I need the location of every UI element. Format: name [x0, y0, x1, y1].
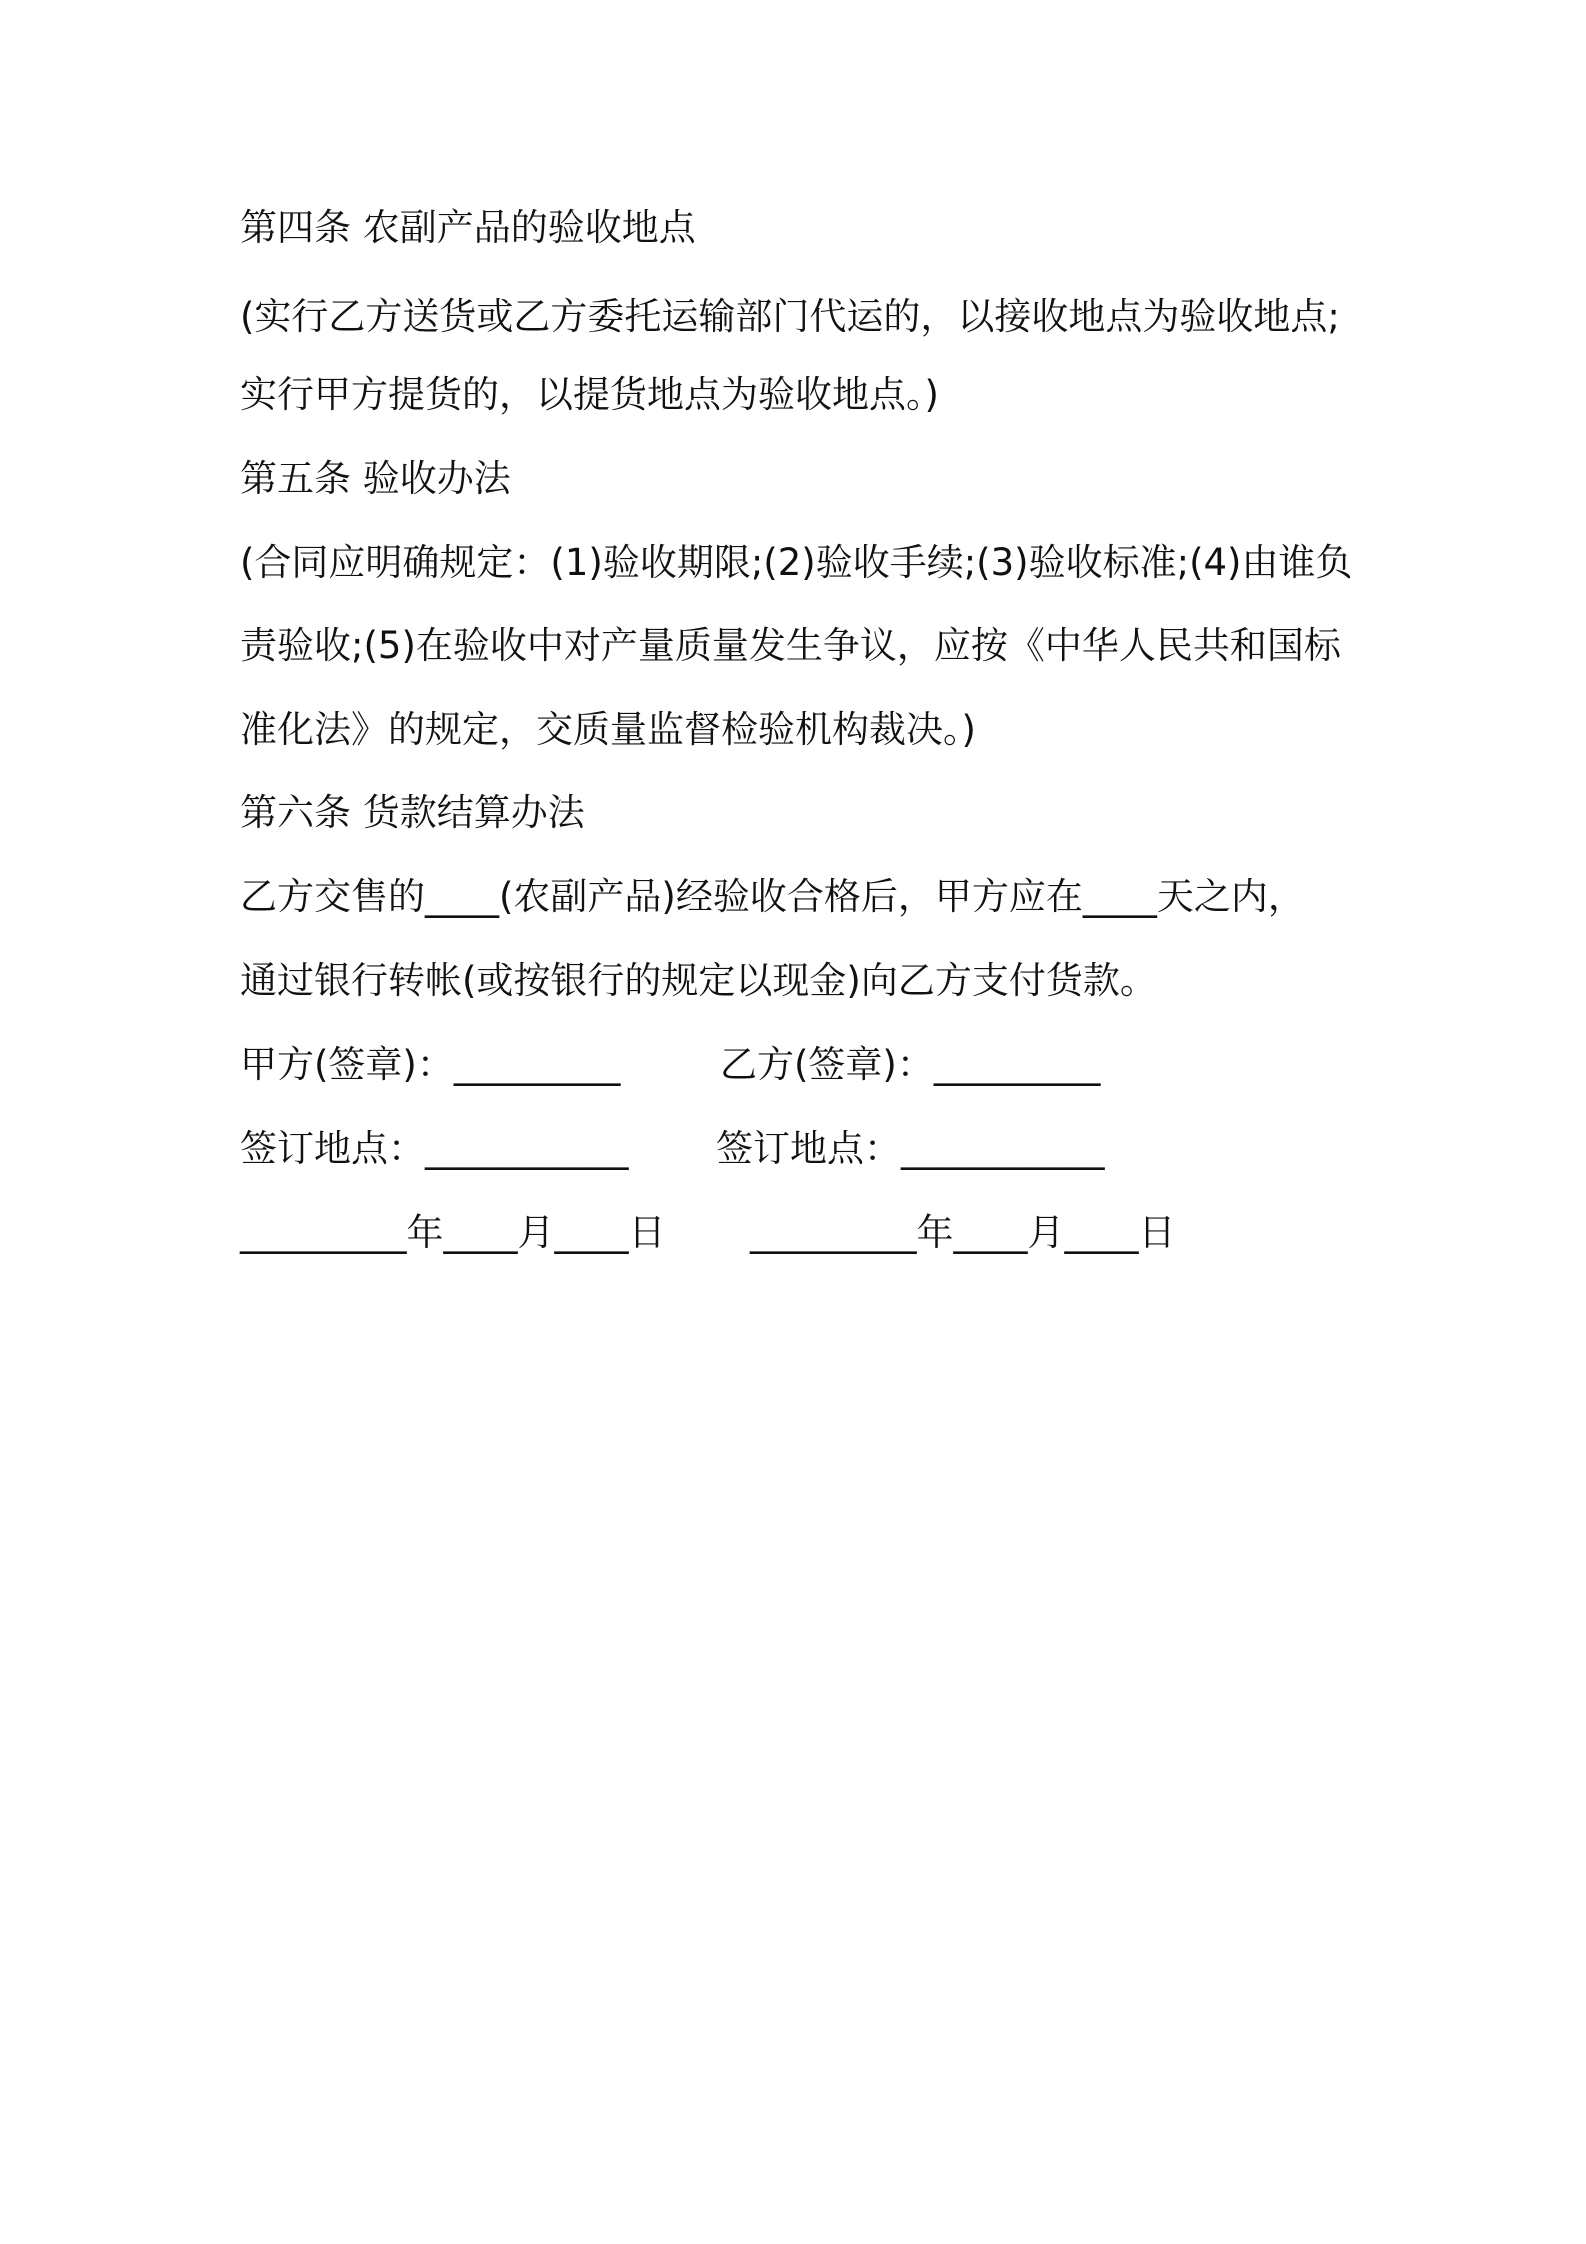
party-a-signature: 甲方(签章)：_________ [240, 1043, 621, 1086]
signing-date-a: _________年____月____日 [240, 1211, 666, 1254]
article5-heading: 第五条 验收办法 [240, 457, 511, 500]
article5-body-line2: 责验收;(5)在验收中对产量质量发生争议，应按《中华人民共和国标 [240, 624, 1341, 667]
article6-body-line2: 通过银行转帐(或按银行的规定以现金)向乙方支付货款。 [240, 959, 1157, 1002]
article6-body-line1: 乙方交售的____(农副产品)经验收合格后，甲方应在____天之内， [240, 875, 1305, 918]
article5-body-line3: 准化法》的规定，交质量监督检验机构裁决。) [240, 708, 976, 751]
signing-date-b: _________年____月____日 [750, 1211, 1176, 1254]
article4-body-line2: 实行甲方提货的，以提货地点为验收地点。) [240, 373, 939, 416]
article4-body-line1: (实行乙方送货或乙方委托运输部门代运的，以接收地点为验收地点; [240, 295, 1340, 338]
signing-place-a: 签订地点：___________ [240, 1127, 629, 1170]
article6-heading: 第六条 货款结算办法 [240, 791, 585, 834]
article5-body-line1: (合同应明确规定：(1)验收期限;(2)验收手续;(3)验收标准;(4)由谁负 [240, 541, 1353, 584]
party-b-signature: 乙方(签章)：_________ [720, 1043, 1101, 1086]
signing-place-b: 签订地点：___________ [716, 1127, 1105, 1170]
article4-heading: 第四条 农副产品的验收地点 [240, 206, 696, 249]
